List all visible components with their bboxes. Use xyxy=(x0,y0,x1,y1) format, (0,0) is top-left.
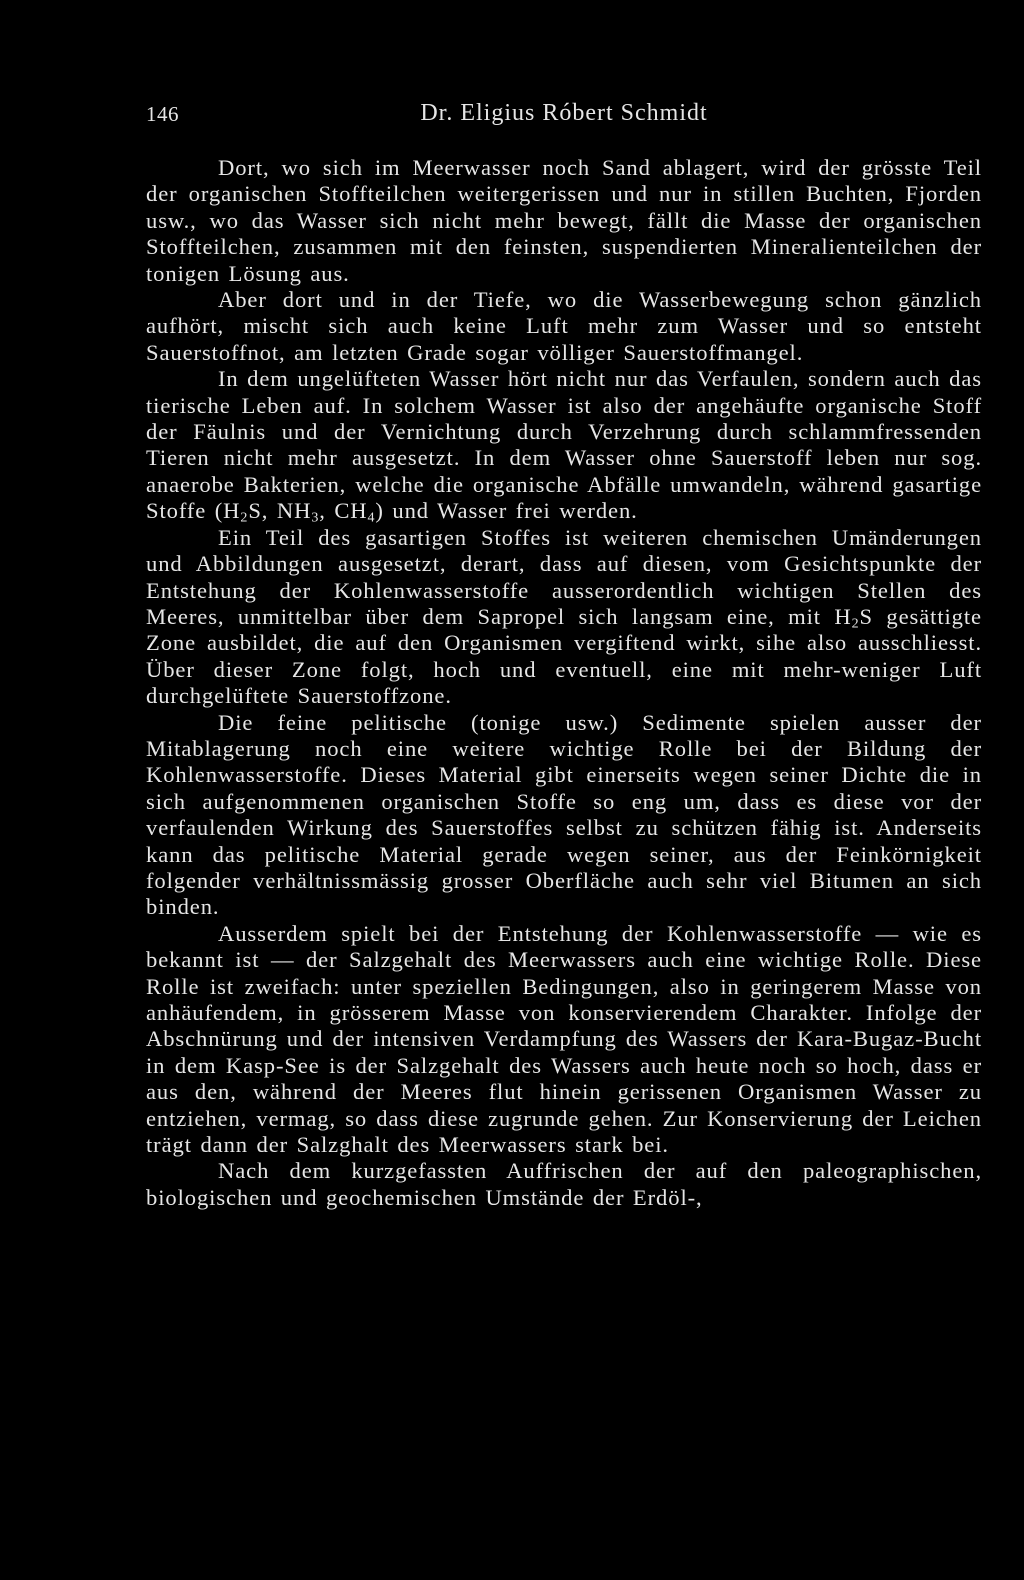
page-header xyxy=(146,96,982,136)
paragraph-text: Ein Teil des gasartigen Stoffes ist weiteren chemischen Umänderungen und Abbildungen ausgesetzt, derart, dass auf diesen, vom Gesichtspunkte der Entstehung der Kohlenwasserstoffe ausserordentlich wichtigen Stellen des Meeres, unmittelbar über dem Sapropel sich langsam eine, mit H xyxy=(146,524,982,629)
running-head: Dr. Eligius Róbert Schmidt xyxy=(420,100,708,126)
page-number: 146 xyxy=(146,102,179,126)
paragraph-text: In dem ungelüfteten Wasser hört nicht nur das Verfaulen, sondern auch das tierische Leben auf. In solchem Wasser ist also der angehäufte organische Stoff der Fäulnis und der Vernichtung durch Verzehrung durch schlammfressenden Tieren nicht mehr ausgesetzt. In dem Wasser ohne Sauerstoff leben nur sog. anaerobe Bakterien, welche die organische Abfälle umwandeln, während gasartige Stoffe (H xyxy=(146,366,982,524)
paragraph-text: S gesättigte Zone ausbildet, die auf den Organismen vergiftend wirkt, sihe also ausschliesst. Über dieser Zone folgt, hoch und eventuell, eine mit mehr-weniger Luft durchgelüftete Sauerstoffzone. xyxy=(146,603,982,709)
formula-text: S, NH xyxy=(248,498,312,524)
paragraph: Die feine pelitische (tonige usw.) Sedimente spielen ausser der Mitablagerung noch eine weitere wichtige Rolle bei der Bildung der Kohlenwasserstoffe. Dieses Material gibt einerseits wegen seiner Dichte die in sich aufgenommenen organischen Stoffe so eng um, dass es diese vor der verfaulenden Wirkung des Sauerstoffes selbst zu schützen fähig ist. Anderseits kann das pelitische Material gerade wegen seiner, aus der Feinkörnigkeit folgender verhältnissmässig grosser Oberfläche auch sehr viel Bitumen an sich binden. xyxy=(146,709,982,920)
subscript: 2 xyxy=(851,616,860,632)
paragraph xyxy=(146,525,982,710)
subscript: 4 xyxy=(367,510,376,526)
paragraph: Aber dort und in der Tiefe, wo die Wasserbewegung schon gänzlich aufhört, mischt sich auch keine Luft mehr zum Wasser und so entsteht Sauerstoffnot, am letzten Grade sogar völliger Sauerstoffmangel. xyxy=(146,287,982,365)
subscript: 3 xyxy=(311,510,320,526)
paragraph: Ausserdem spielt bei der Entstehung der Kohlenwasserstoffe — wie es bekannt ist — der Salzgehalt des Meerwassers auch eine wichtige Rolle. Diese Rolle ist zweifach: unter speziellen Bedingungen, also in geringerem Masse von anhäufendem, in grösserem Masse von konservierendem Charakter. Infolge der Abschnürung und der intensiven Verdampfung des Wassers der Kara-Bugaz-Bucht in dem Kasp-See is der Salzgehalt des Wassers auch heute noch so hoch, dass er aus den, während der Meeres flut hinein gerissenen Organismen Wasser zu entziehen, vermag, so dass diese zugrunde gehen. Zur Konservierung der Leichen trägt dann der Salzghalt des Meerwassers stark bei. xyxy=(146,920,982,1158)
body-text xyxy=(146,155,982,1211)
paragraph: Dort, wo sich im Meerwasser noch Sand ablagert, wird der grösste Teil der organischen Stoffteilchen weitergerissen und nur in stillen Buchten, Fjorden usw., wo das Wasser sich nicht mehr bewegt, fällt die Masse der organischen Stoffteilchen, zusammen mit den feinsten, suspendierten Mineralienteilchen der tonigen Lösung aus. xyxy=(146,155,982,286)
paragraph-text: ) und Wasser frei werden. xyxy=(375,498,638,524)
subscript: 2 xyxy=(240,510,249,526)
paragraph: Nach dem kurzgefassten Auffrischen der auf den paleographischen, biologischen und geochemischen Umstände der Erdöl-, xyxy=(146,1158,982,1210)
paragraph xyxy=(146,366,982,524)
formula-text: , CH xyxy=(319,498,368,524)
